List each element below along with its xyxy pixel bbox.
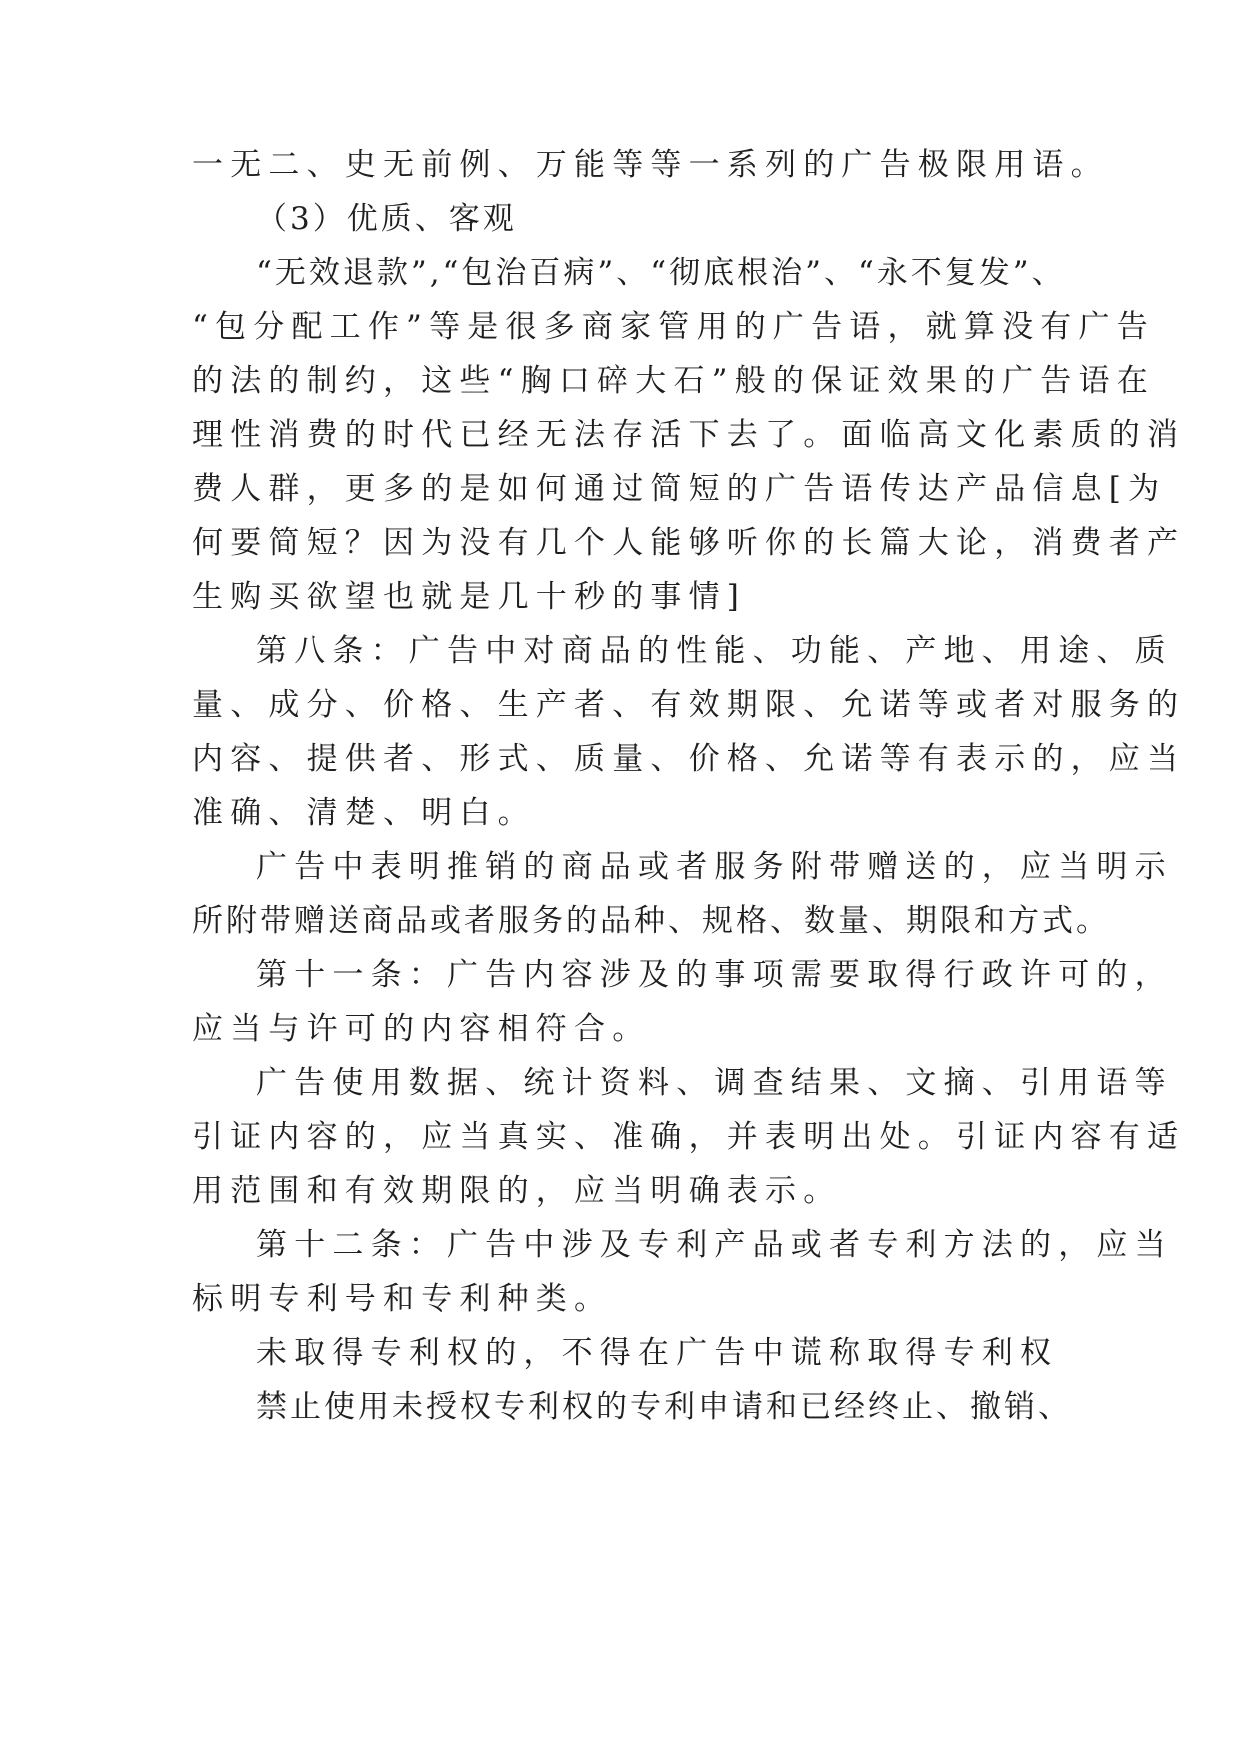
text-line: “无效退款”,“包治百病”、“彻底根治”、“永不复发”、 — [256, 255, 1066, 291]
text-line: 的法的制约，这些“胸口碎大石”般的保证效果的广告语在 — [192, 363, 1155, 399]
text-line: 引证内容的，应当真实、准确，并表明出处。引证内容有适 — [192, 1119, 1186, 1155]
text-line: 理性消费的时代已经无法存活下去了。面临高文化素质的消 — [192, 417, 1186, 453]
text-line: 所附带赠送商品或者服务的品种、规格、数量、期限和方式。 — [192, 903, 1110, 939]
text-line: 广告中表明推销的商品或者服务附带赠送的，应当明示 — [256, 849, 1173, 885]
text-line: 一无二、史无前例、万能等等一系列的广告极限用语。 — [192, 147, 1109, 183]
text-line: 费人群，更多的是如何通过简短的广告语传达产品信息[为 — [192, 471, 1167, 507]
text-line: 用范围和有效期限的，应当明确表示。 — [192, 1173, 842, 1209]
text-line: 生购买欲望也就是几十秒的事情] — [192, 579, 747, 615]
text-line: 内容、提供者、形式、质量、价格、允诺等有表示的，应当 — [192, 741, 1186, 777]
text-line: 量、成分、价格、生产者、有效期限、允诺等或者对服务的 — [192, 687, 1186, 723]
text-line: （3）优质、客观 — [256, 201, 517, 237]
text-line: 应当与许可的内容相符合。 — [192, 1011, 651, 1047]
text-line: 标明专利号和专利种类。 — [192, 1281, 613, 1317]
text-line: 第十一条：广告内容涉及的事项需要取得行政许可的， — [256, 957, 1173, 993]
text-line: 何要简短？因为没有几个人能够听你的长篇大论，消费者产 — [192, 525, 1186, 561]
text-line: 准确、清楚、明白。 — [192, 795, 536, 831]
text-line: “包分配工作”等是很多商家管用的广告语，就算没有广告 — [192, 309, 1155, 345]
text-line: 未取得专利权的，不得在广告中谎称取得专利权 — [256, 1335, 1059, 1371]
text-line: 广告使用数据、统计资料、调查结果、文摘、引用语等 — [256, 1065, 1173, 1101]
text-line: 禁止使用未授权专利权的专利申请和已经终止、撤销、 — [256, 1389, 1072, 1425]
text-line: 第十二条：广告中涉及专利产品或者专利方法的，应当 — [256, 1227, 1173, 1263]
text-line: 第八条：广告中对商品的性能、功能、产地、用途、质 — [256, 633, 1173, 669]
